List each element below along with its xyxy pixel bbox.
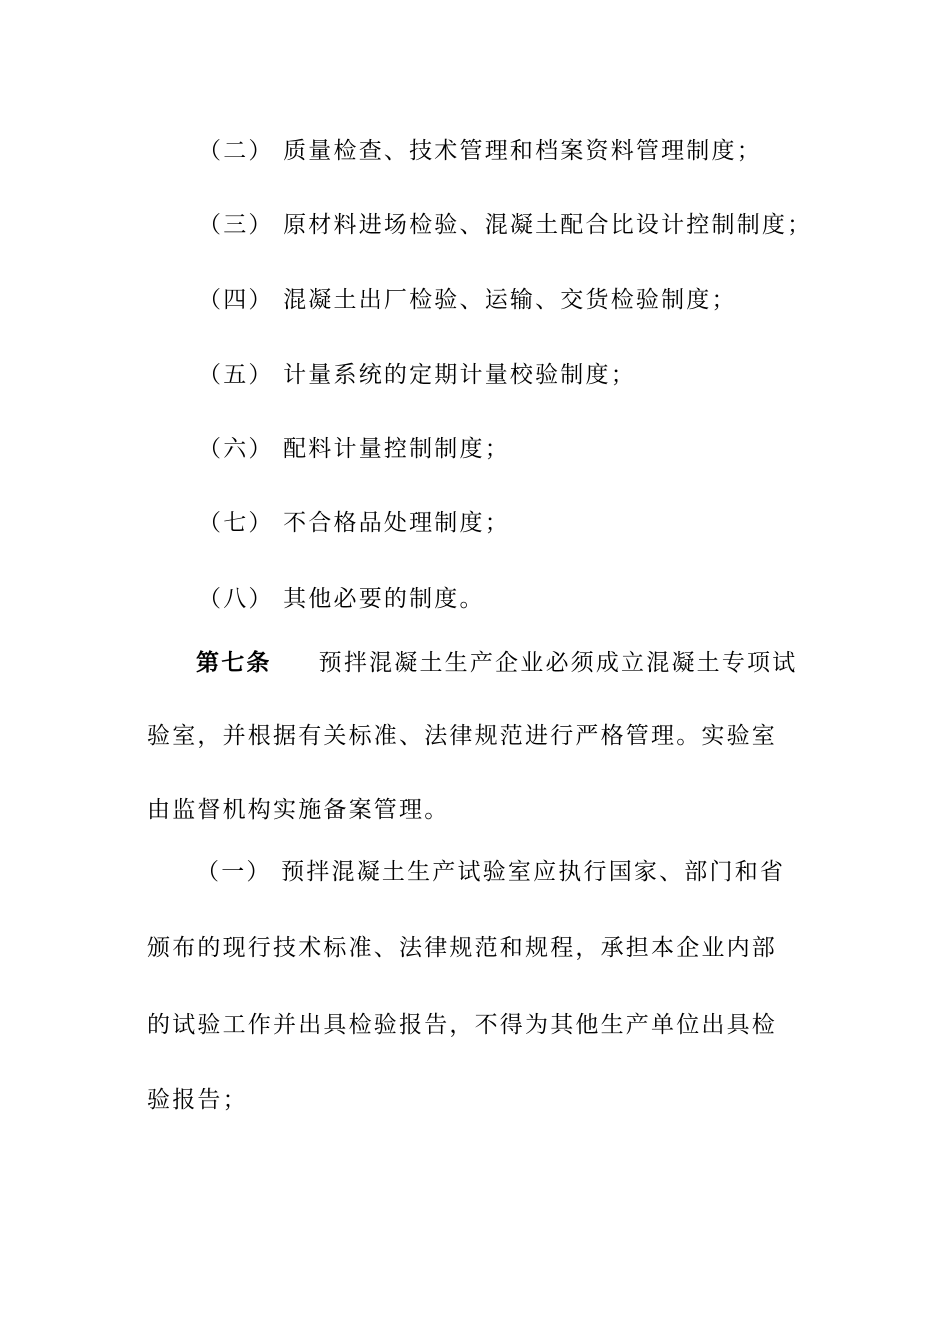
article-text: 预拌混凝土生产企业必须成立混凝土专项试 [318, 650, 798, 676]
list-item: （六） 配料计量控制制度； [198, 436, 510, 462]
list-item: （二） 质量检查、技术管理和档案资料管理制度； [198, 138, 762, 164]
list-item: （七） 不合格品处理制度； [198, 510, 510, 536]
list-item: （八） 其他必要的制度。 [198, 586, 485, 612]
clause-1-line: 颁布的现行技术标准、法律规范和规程，承担本企业内部 [147, 935, 777, 961]
article-7-first-line [196, 648, 797, 678]
clause-1-first-line: （一） 预拌混凝土生产试验室应执行国家、部门和省 [196, 859, 786, 885]
clause-1-line: 的试验工作并出具检验报告，不得为其他生产单位出具检 [147, 1012, 777, 1038]
list-item: （五） 计量系统的定期计量校验制度； [198, 362, 636, 388]
article-heading: 第七条 [196, 649, 272, 676]
list-item: （三） 原材料进场检验、混凝土配合比设计控制制度； [198, 212, 813, 238]
article-7-line: 验室，并根据有关标准、法律规范进行严格管理。实验室 [147, 723, 777, 749]
article-7-line: 由监督机构实施备案管理。 [147, 797, 450, 823]
clause-1-line: 验报告； [147, 1087, 248, 1113]
list-item: （四） 混凝土出厂检验、运输、交货检验制度； [198, 287, 737, 313]
